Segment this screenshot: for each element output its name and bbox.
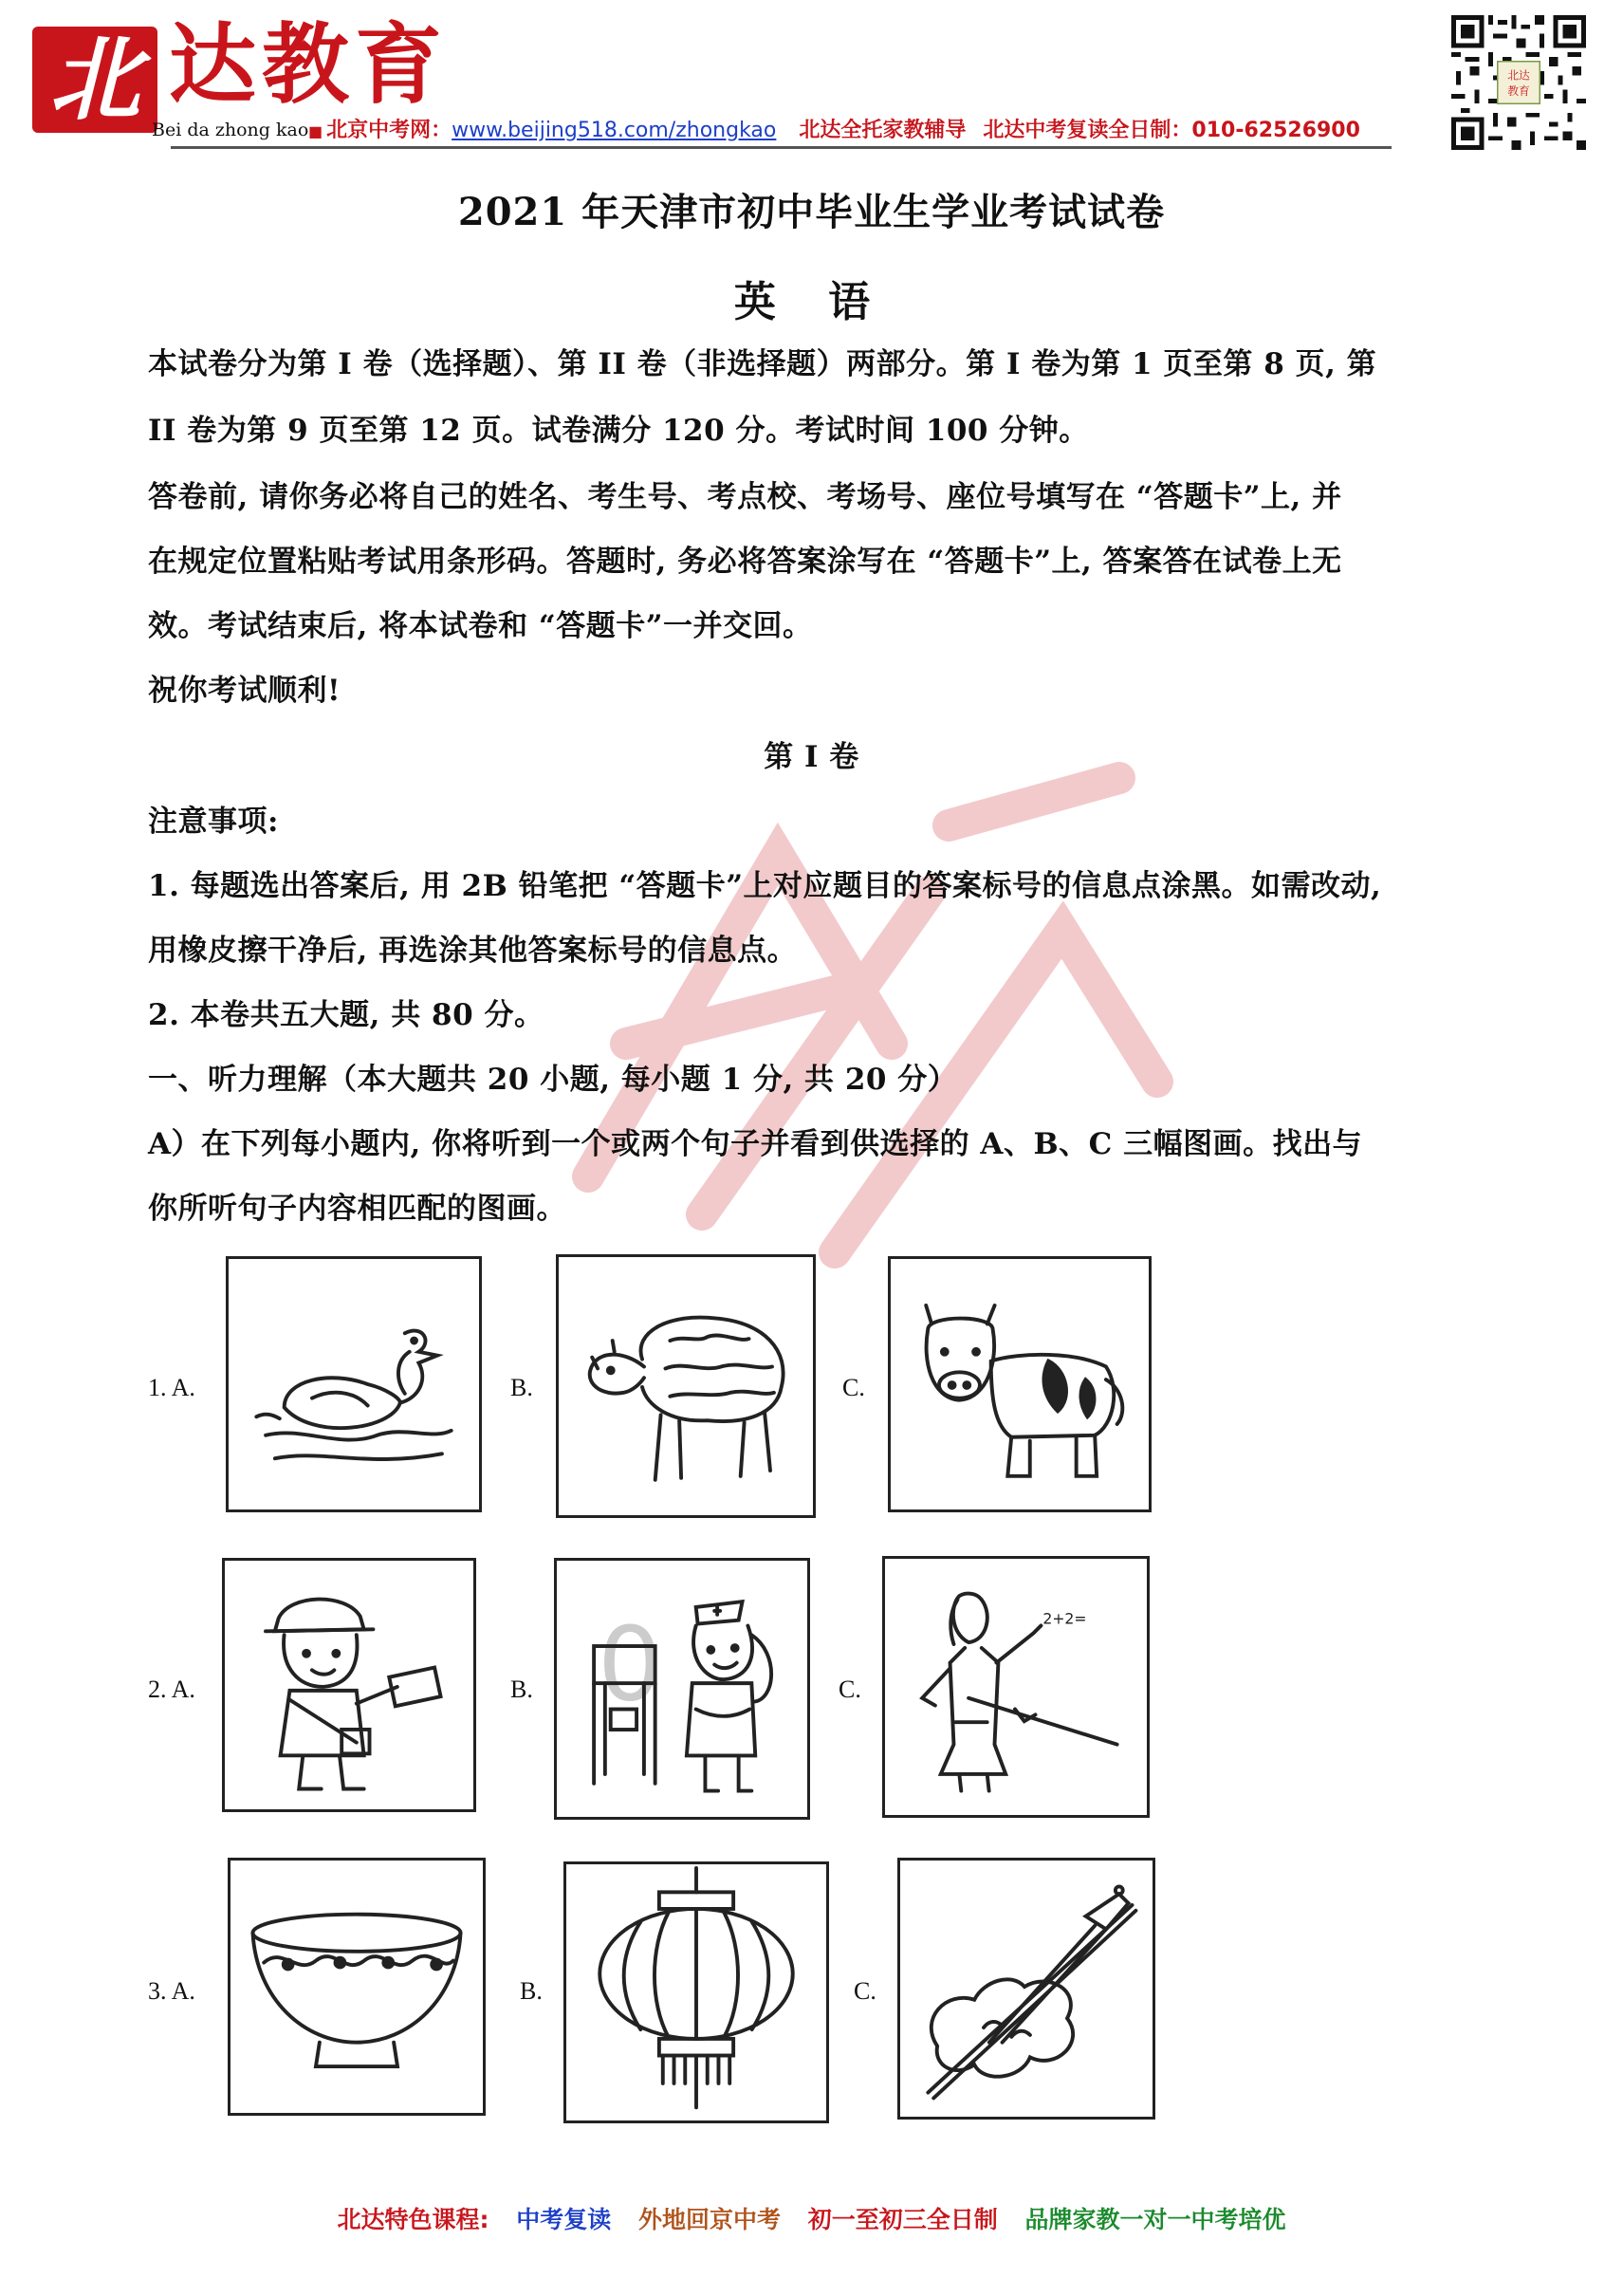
page-footer (0, 2201, 1623, 2235)
site-label: 北京中考网： (326, 119, 452, 142)
question-3-option-c-label: C. (854, 1977, 876, 2005)
footer-course-2: 外地回京中考 (637, 2206, 781, 2233)
site-url-link[interactable]: www.beijing518.com/zhongkao (452, 119, 777, 142)
header-divider (171, 146, 1392, 149)
intro-line-2: II 卷为第 9 页至第 12 页。试卷满分 120 分。考试时间 100 分钟。 (148, 414, 1089, 448)
intro-line-5: 效。考试结束后, 将本试卷和 “答题卡”一并交回。 (148, 609, 813, 643)
intro-line-6: 祝你考试顺利! (148, 674, 341, 708)
postman-icon (225, 1561, 473, 1809)
q2-option-b-picture[interactable] (554, 1558, 810, 1820)
exam-title: 2021 年天津市初中毕业生学业考试试卷 (457, 190, 1166, 234)
sheep-icon (559, 1257, 813, 1515)
intro-line-1: 本试卷分为第 I 卷（选择题）、第 II 卷（非选择题）两部分。第 I 卷为第 1 页至第 8 页, 第 (148, 347, 1377, 381)
question-2-label: 2. A. (148, 1676, 195, 1703)
question-1-option-b-label: B. (510, 1374, 533, 1401)
watermark-stamp (493, 683, 1214, 1347)
footer-label: 北达特色课程: (337, 2206, 489, 2233)
part-one-heading: 第 I 卷 (764, 740, 859, 774)
violin-icon (900, 1861, 1153, 2117)
q3-option-b-picture[interactable] (563, 1861, 829, 2123)
q3-option-c-picture[interactable] (897, 1858, 1155, 2120)
subject-title: 英 语 (733, 278, 890, 326)
question-3-label: 3. A. (148, 1977, 195, 2005)
footer-course-1: 中考复读 (516, 2206, 612, 2233)
qr-caption-bottom: 教育 (1507, 84, 1530, 99)
bullet-square-icon: ■ (308, 122, 323, 140)
q1-option-c-picture[interactable] (888, 1256, 1152, 1512)
intro-line-4: 在规定位置粘贴考试用条形码。答题时, 务必将答案涂写在 “答题卡”上, 答案答在试卷上无 (148, 545, 1342, 579)
q2-option-a-picture[interactable] (222, 1558, 476, 1812)
question-1-label: 1. A. (148, 1374, 195, 1401)
qr-code-icon (1451, 15, 1586, 150)
brand-logo (32, 27, 157, 133)
brand-name: 达教育 (169, 13, 449, 116)
nurse-icon (557, 1561, 807, 1817)
question-2-option-b-label: B. (510, 1676, 533, 1703)
instruction-line-b: 你所听句子内容相匹配的图画。 (148, 1192, 566, 1226)
note-1-line-a: 1. 每题选出答案后, 用 2B 铅笔把 “答题卡”上对应题目的答案标号的信息点涂黑。如需改动, (148, 869, 1382, 903)
faded-digits: 0 (598, 1605, 663, 1725)
notes-title: 注意事项: (148, 805, 279, 839)
service-tutoring: 北达全托家教辅导 (799, 119, 967, 142)
section-listening-heading: 一、听力理解（本大题共 20 小题, 每小题 1 分, 共 20 分） (148, 1063, 958, 1097)
instruction-line-a: A）在下列每小题内, 你将听到一个或两个句子并看到供选择的 A、B、C 三幅图画。找出与 (148, 1127, 1363, 1161)
footer-course-3: 初一至初三全日制 (807, 2206, 998, 2233)
qr-caption-top: 北达 (1507, 68, 1530, 83)
question-1-option-c-label: C. (842, 1374, 865, 1401)
question-2-option-c-label: C. (839, 1676, 861, 1703)
logo-glyph: 北 (49, 26, 140, 133)
cow-icon (891, 1259, 1149, 1509)
q3-option-a-picture[interactable] (228, 1858, 486, 2116)
footer-course-4: 品牌家教一对一中考培优 (1024, 2206, 1286, 2233)
note-1-line-b: 用橡皮擦干净后, 再选涂其他答案标号的信息点。 (148, 934, 798, 968)
duck-icon (229, 1259, 479, 1509)
board-equation: 2+2= (1042, 1609, 1087, 1628)
q2-option-c-picture[interactable] (882, 1556, 1150, 1818)
lantern-icon (566, 1864, 826, 2120)
teacher-icon (885, 1559, 1147, 1815)
header-contact-line (308, 114, 1360, 143)
intro-line-3: 答卷前, 请你务必将自己的姓名、考生号、考点校、考场号、座位号填写在 “答题卡”上, 并 (148, 480, 1342, 514)
service-repeat-class: 北达中考复读全日制：010-62526900 (983, 119, 1360, 142)
bowl-icon (231, 1861, 483, 2113)
q1-option-a-picture[interactable] (226, 1256, 482, 1512)
question-3-option-b-label: B. (520, 1977, 543, 2005)
q1-option-b-picture[interactable] (556, 1254, 816, 1518)
brand-pinyin: Bei da zhong kao (152, 120, 309, 140)
note-2: 2. 本卷共五大题, 共 80 分。 (148, 998, 544, 1032)
